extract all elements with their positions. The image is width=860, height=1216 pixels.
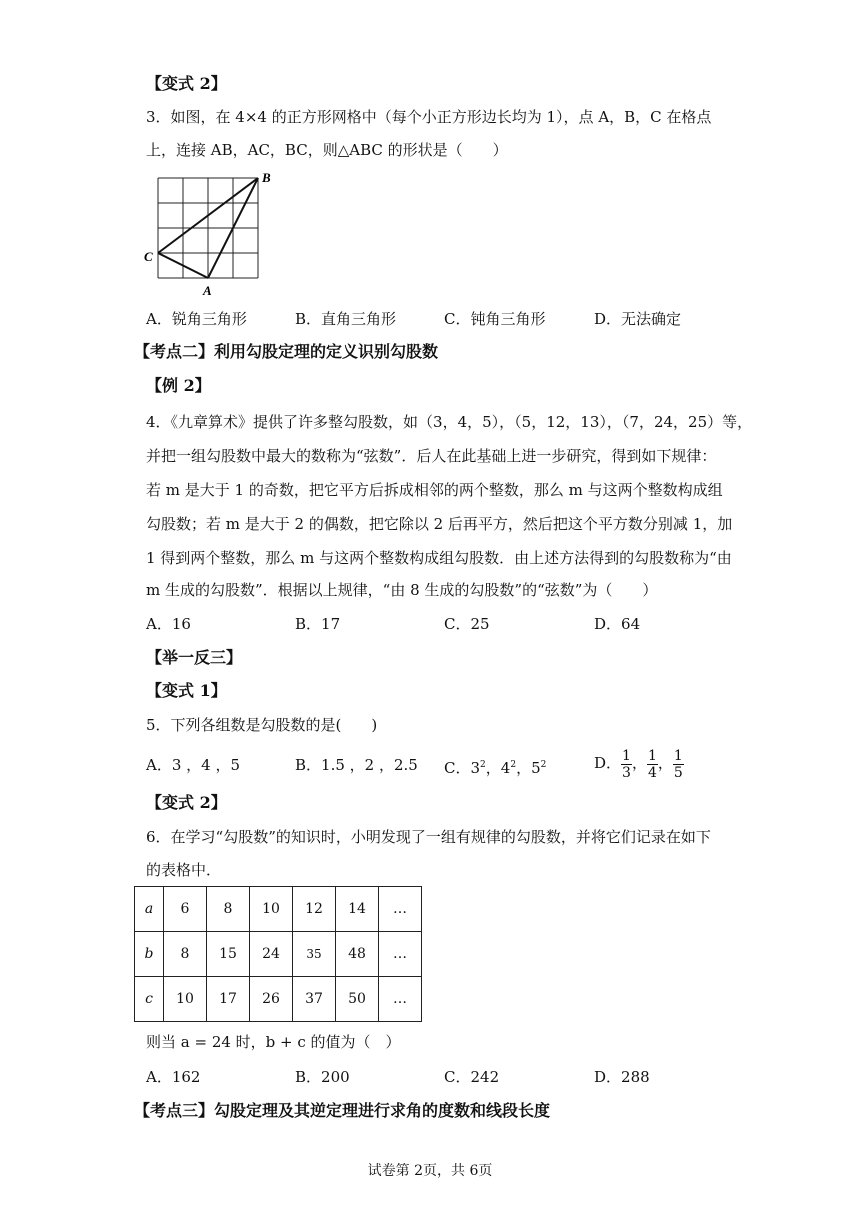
- q5-option-a: A．3 ，4 ，5: [146, 756, 240, 774]
- table-cell: 8: [164, 932, 207, 977]
- q3-option-d: D．无法确定: [594, 310, 682, 328]
- q6-option-d: D．288: [594, 1068, 650, 1086]
- q6-line1: 6．在学习“勾股数”的知识时，小明发现了一组有规律的勾股数，并将它们记录在如下: [146, 828, 711, 846]
- table-row: [135, 977, 422, 1022]
- fraction-one-quarter: $\frac{1}{4}$: [647, 747, 657, 781]
- q5-c-term3: 5: [531, 759, 541, 777]
- table-cell: 12: [293, 887, 336, 932]
- q5-c-exp2: 2: [510, 760, 517, 770]
- grid-triangle-figure: [140, 168, 280, 298]
- q3-line2: 上，连接 AB，AC，BC，则△ABC 的形状是（ ）: [146, 141, 508, 159]
- q4-line3: 若 m 是大于 1 的奇数，把它平方后拆成相邻的两个整数，那么 m 与这两个整数构成组: [146, 481, 723, 499]
- variant1-heading: 【变式 1】: [146, 681, 227, 700]
- q4-line2: 并把一组勾股数中最大的数称为“弦数”．后人在此基础上进一步研究，得到如下规律：: [146, 447, 717, 465]
- q6-option-c: C．242: [444, 1068, 500, 1086]
- table-cell: 8: [207, 887, 250, 932]
- fraction-one-fifth: $\frac{1}{5}$: [673, 747, 683, 781]
- q5-option-b: B．1.5 ，2 ，2.5: [295, 756, 418, 774]
- example2-heading: 【例 2】: [146, 376, 211, 395]
- q5-c-exp1: 2: [480, 760, 486, 770]
- table-cell: 37: [293, 977, 336, 1022]
- table-cell: …: [379, 887, 422, 932]
- variant2-heading-b: 【变式 2】: [146, 793, 227, 812]
- table-cell: 17: [207, 977, 250, 1022]
- table-row: [135, 887, 422, 932]
- table-cell: 10: [250, 887, 293, 932]
- table-cell: …: [379, 977, 422, 1022]
- table-cell: 6: [164, 887, 207, 932]
- page-footer: 试卷第 2页，共 6页: [367, 1163, 493, 1179]
- q5-stem: 5．下列各组数是勾股数的是( ): [146, 716, 378, 734]
- q5-c-term1: 3: [470, 759, 481, 777]
- label-b: B: [262, 170, 271, 185]
- kaodian2-heading: 【考点二】利用勾股定理的定义识别勾股数: [134, 342, 439, 361]
- q5-c-term2: 4: [500, 759, 511, 777]
- table-cell: 14: [336, 887, 379, 932]
- label-a: A: [203, 283, 212, 298]
- q5-c-exp3: 2: [540, 760, 547, 770]
- q6-option-b: B．200: [295, 1068, 350, 1086]
- row-head-a: a: [135, 887, 164, 932]
- q5-option-d-prefix: D．: [594, 754, 622, 772]
- q4-option-d: D．64: [594, 615, 641, 633]
- q4-option-c: C．25: [444, 615, 490, 633]
- table-cell: 24: [250, 932, 293, 977]
- fraction-one-third: $\frac{1}{3}$: [622, 747, 631, 781]
- q4-line1: 4．《九章算术》提供了许多整勾股数，如（3，4，5），（5，12，13），（7，24，25）等，: [146, 413, 753, 431]
- table-cell: 50: [336, 977, 379, 1022]
- variant2-heading: 【变式 2】: [146, 74, 227, 93]
- pythagorean-table: [134, 886, 422, 1022]
- q3-option-c: C．钝角三角形: [444, 310, 546, 328]
- row-head-b: b: [135, 932, 164, 977]
- q5-option-d: D． $\frac{1}{3}$ ， $\frac{1}{4}$ ， $\frac{1}{5}$: [594, 747, 683, 781]
- q3-option-a: A．锐角三角形: [146, 310, 247, 328]
- q6-question: 则当 a = 24 时，b + c 的值为（ ）: [146, 1033, 401, 1051]
- juyifansan-heading: 【举一反三】: [146, 648, 243, 667]
- q4-line6: m 生成的勾股数”．根据以上规律，“由 8 生成的勾股数”的“弦数”为（ ）: [146, 581, 658, 599]
- q4-line5: 1 得到两个整数，那么 m 与这两个整数构成组勾股数．由上述方法得到的勾股数称为“由: [146, 549, 732, 567]
- table-cell: 26: [250, 977, 293, 1022]
- q4-line4: 勾股数；若 m 是大于 2 的偶数，把它除以 2 后再平方，然后把这个平方数分别减 1，加: [146, 515, 733, 533]
- kaodian3-heading: 【考点三】勾股定理及其逆定理进行求角的度数和线段长度: [134, 1101, 551, 1120]
- q4-option-a: A．16: [146, 615, 191, 633]
- row-head-c: c: [135, 977, 164, 1022]
- q5-option-c-prefix: C．: [444, 759, 471, 777]
- table-cell: …: [379, 932, 422, 977]
- table-cell: 35: [293, 932, 336, 977]
- q6-option-a: A．162: [146, 1068, 201, 1086]
- grid-lines: [158, 178, 258, 278]
- q3-line1: 3．如图，在 4×4 的正方形网格中（每个小正方形边长均为 1），点 A，B，C 在格点: [146, 108, 712, 126]
- table-cell: 15: [207, 932, 250, 977]
- q6-line2: 的表格中．: [146, 861, 222, 879]
- q3-option-b: B．直角三角形: [295, 310, 397, 328]
- q4-option-b: B．17: [295, 615, 341, 633]
- label-c: C: [144, 249, 153, 264]
- q5-option-c: C．$3^2$，$4^2$，$5^2$: [444, 759, 547, 777]
- table-row: [135, 932, 422, 977]
- table-cell: 10: [164, 977, 207, 1022]
- table-cell: 48: [336, 932, 379, 977]
